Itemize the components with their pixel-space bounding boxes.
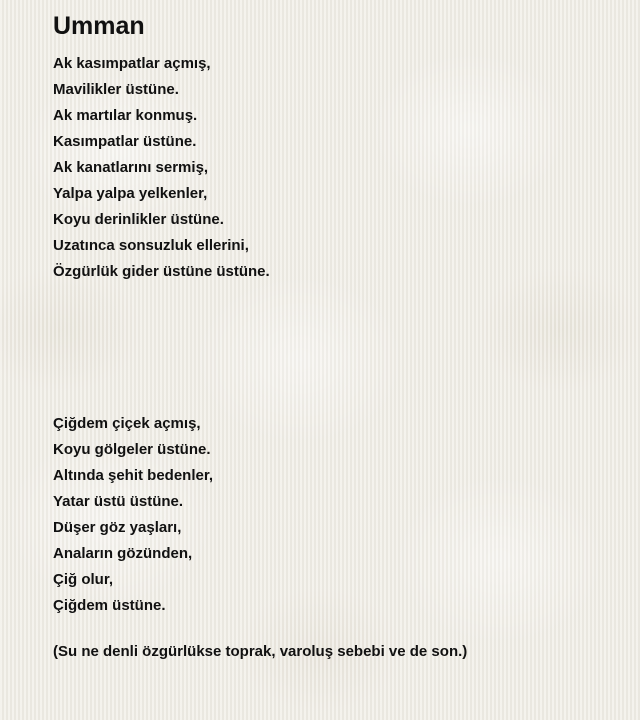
poem-line: Ak martılar konmuş.	[53, 107, 198, 124]
poem-line: Özgürlük gider üstüne üstüne.	[53, 263, 270, 280]
poem-container	[53, 10, 623, 665]
poem-line: Düşer göz yaşları,	[53, 519, 182, 536]
poem-line: Koyu gölgeler üstüne.	[53, 441, 211, 458]
poem-line: Koyu derinlikler üstüne.	[53, 211, 224, 228]
poem-title: Umman	[53, 12, 145, 40]
poem-line: Anaların gözünden,	[53, 545, 193, 562]
poem-line: Çiğdem çiçek açmış,	[53, 415, 201, 432]
poem-line: Mavilikler üstüne.	[53, 81, 179, 98]
poem-footnote: (Su ne denli özgürlükse toprak, varoluş sebebi ve de son.)	[53, 643, 468, 660]
poem-line: Çiğ olur,	[53, 571, 113, 588]
poem-line: Yatar üstü üstüne.	[53, 493, 184, 510]
poem-line: Altında şehit bedenler,	[53, 467, 214, 484]
poem-line: Kasımpatlar üstüne.	[53, 133, 197, 150]
poem-line: Yalpa yalpa yelkenler,	[53, 185, 208, 202]
poem-line: Ak kasımpatlar açmış,	[53, 55, 211, 72]
poem-line: Çiğdem üstüne.	[53, 597, 166, 614]
stanza-2	[53, 411, 623, 619]
poem-line: Ak kanatlarını sermiş,	[53, 159, 209, 176]
poem-line: Uzatınca sonsuzluk ellerini,	[53, 237, 249, 254]
stanza-1	[53, 51, 623, 285]
